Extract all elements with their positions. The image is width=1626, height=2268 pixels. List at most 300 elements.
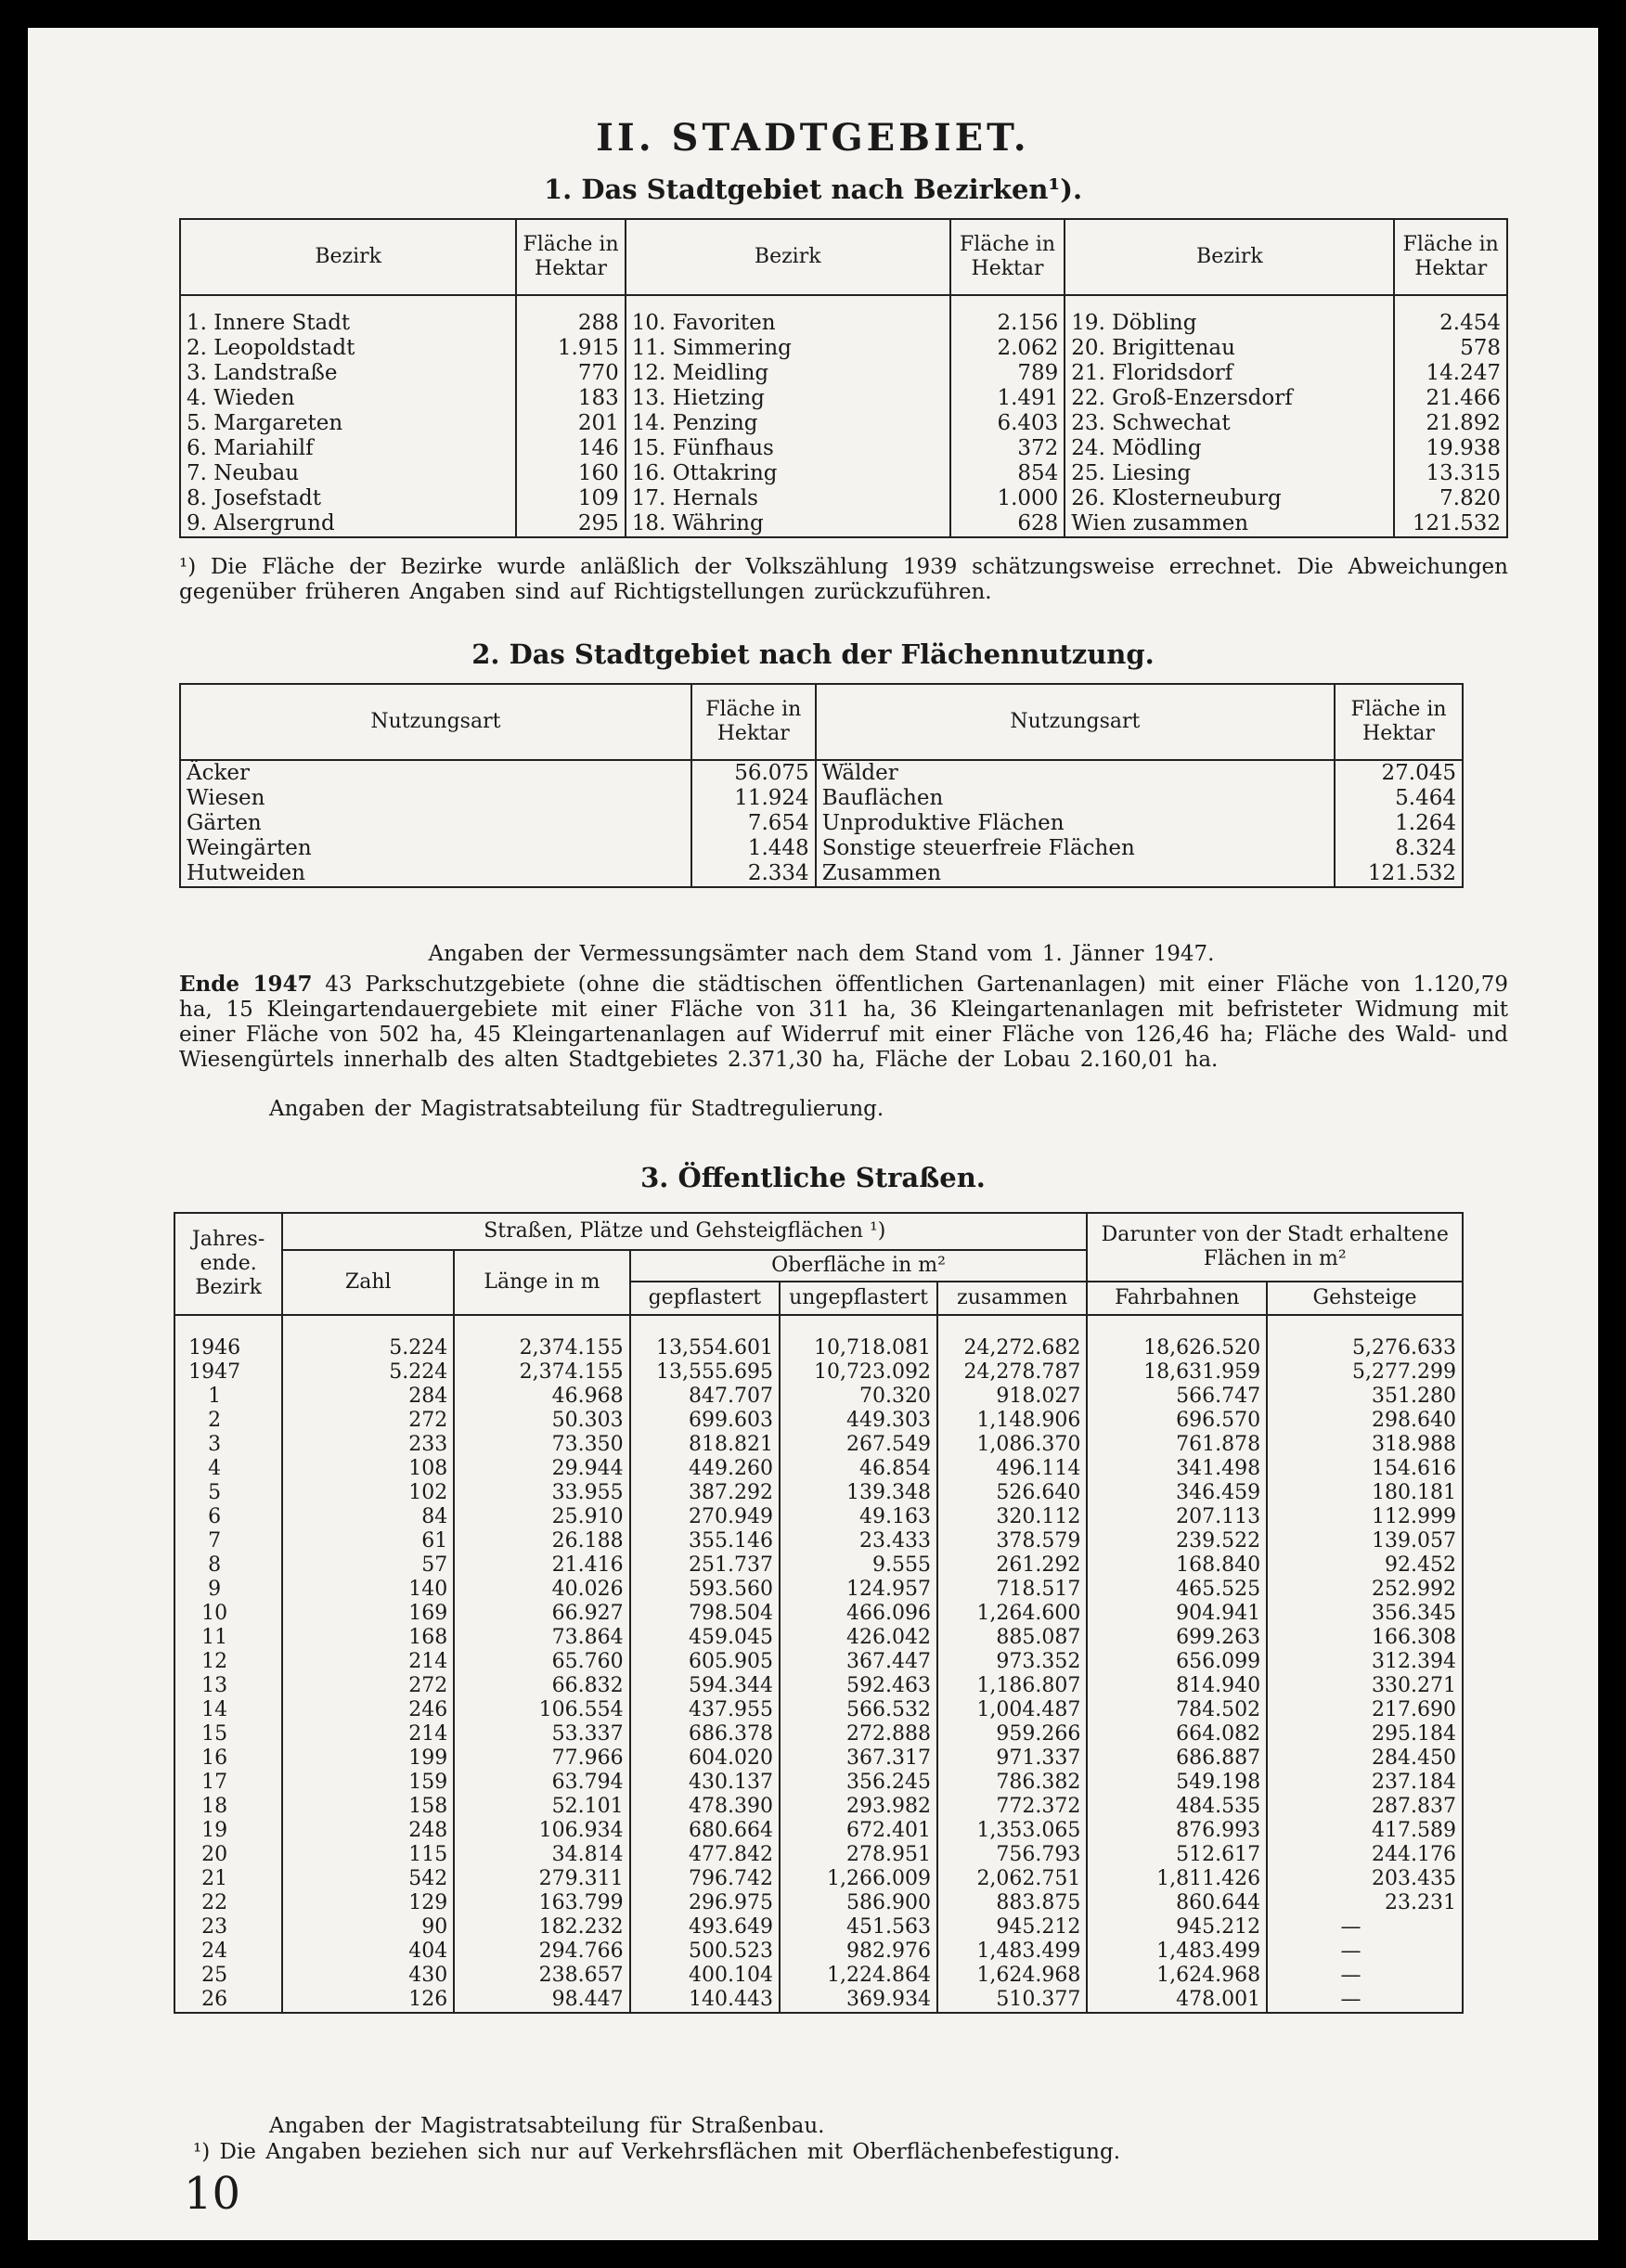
district-name: 3. Landstraße	[180, 361, 516, 386]
cell-gehsteige: 180.181	[1372, 1481, 1456, 1504]
cell-fahrbahnen: 860.644	[1087, 1891, 1267, 1915]
district-area: 770	[516, 361, 625, 386]
cell-zusammen: 1,086.370	[937, 1433, 1087, 1457]
land-use-area: 8.324	[1395, 836, 1456, 860]
cell-ungepflastert: 124.957	[780, 1578, 937, 1602]
cell-gehsteige: 5,276.633	[1352, 1336, 1456, 1360]
cell-zusammen: 786.382	[937, 1771, 1087, 1795]
table-row	[180, 295, 1507, 336]
cell-laenge: 182.232	[454, 1915, 629, 1939]
cell-fahrbahnen: 1,483.499	[1087, 1939, 1267, 1964]
cell-ungepflastert: 1,224.864	[780, 1964, 937, 1988]
cell-zahl: 168	[282, 1626, 454, 1650]
cell-fahrbahnen: 512.617	[1087, 1843, 1267, 1867]
section-3-title: 3. Öffentliche Straßen.	[640, 1162, 986, 1193]
district-name: 10. Favoriten	[626, 295, 950, 336]
cell-zahl: 246	[282, 1698, 454, 1722]
cell-gepflastert: 430.137	[630, 1771, 780, 1795]
cell-fahrbahnen: 945.212	[1087, 1915, 1267, 1939]
public-streets-table	[174, 1212, 1464, 2014]
cell-zusammen: 496.114	[937, 1457, 1087, 1481]
cell-gepflastert: 818.821	[630, 1433, 780, 1457]
cell-zahl: 233	[282, 1433, 454, 1457]
cell-gehsteige: 287.837	[1372, 1795, 1456, 1818]
section-1-title: 1. Das Stadtgebiet nach Bezirken¹).	[543, 174, 1083, 205]
cell-ungepflastert: 293.982	[780, 1795, 937, 1819]
cell-gepflastert: 251.737	[630, 1553, 780, 1578]
district-area: 21.466	[1426, 386, 1501, 410]
table-row	[174, 1891, 1463, 1915]
cell-ungepflastert: 9.555	[780, 1553, 937, 1578]
source-strassenbau: Angaben der Magistratsabteilung für Straßenbau.	[269, 2114, 825, 2138]
cell-year: 21	[174, 1867, 282, 1891]
district-area: 14.247	[1426, 361, 1501, 385]
land-use-table	[179, 683, 1464, 888]
table-row	[174, 1315, 1463, 1360]
cell-ungepflastert: 566.532	[780, 1698, 937, 1722]
cell-gepflastert: 699.603	[630, 1409, 780, 1433]
cell-zusammen: 1,004.487	[937, 1698, 1087, 1722]
cell-year: 15	[174, 1722, 282, 1746]
cell-year: 14	[174, 1698, 282, 1722]
cell-fahrbahnen: 566.747	[1087, 1385, 1267, 1409]
district-area: 288	[516, 295, 625, 336]
cell-zusammen: 1,353.065	[937, 1819, 1087, 1843]
cell-year: 1947	[174, 1360, 282, 1385]
cell-year: 22	[174, 1891, 282, 1915]
table-row	[174, 1650, 1463, 1674]
cell-gepflastert: 847.707	[630, 1385, 780, 1409]
cell-fahrbahnen: 696.570	[1087, 1409, 1267, 1433]
district-area: 19.938	[1426, 436, 1501, 460]
cell-zahl: 214	[282, 1722, 454, 1746]
cell-gehsteige: 284.450	[1372, 1746, 1456, 1770]
cell-laenge: 29.944	[454, 1457, 629, 1481]
cell-ungepflastert: 672.401	[780, 1819, 937, 1843]
table-row	[174, 1602, 1463, 1626]
table-row	[174, 1674, 1463, 1698]
cell-ungepflastert: 23.433	[780, 1529, 937, 1553]
cell-laenge: 106.934	[454, 1819, 629, 1843]
col-header-bezirk: Bezirk	[180, 219, 516, 295]
cell-gehsteige: 139.057	[1372, 1529, 1456, 1553]
cell-zusammen: 1,624.968	[937, 1964, 1087, 1988]
district-name: 9. Alsergrund	[180, 511, 516, 537]
district-area: 1.915	[516, 336, 625, 361]
cell-zahl: 84	[282, 1505, 454, 1529]
cell-zahl: 272	[282, 1409, 454, 1433]
cell-zusammen: 756.793	[937, 1843, 1087, 1867]
cell-zusammen: 526.640	[937, 1481, 1087, 1505]
cell-gepflastert: 604.020	[630, 1746, 780, 1771]
land-use-name: Hutweiden	[180, 861, 691, 887]
table-row	[180, 811, 1463, 836]
land-use-name: Zusammen	[816, 861, 1335, 887]
cell-year: 6	[174, 1505, 282, 1529]
col-header-zusammen: zusammen	[937, 1282, 1087, 1315]
district-name: Wien zusammen	[1065, 511, 1394, 537]
table-row	[180, 436, 1507, 461]
cell-year: 12	[174, 1650, 282, 1674]
district-name: 24. Mödling	[1065, 436, 1394, 461]
col-header-laenge: Länge in m	[454, 1250, 629, 1315]
cell-gepflastert: 593.560	[630, 1578, 780, 1602]
table-row	[174, 1722, 1463, 1746]
table-row	[174, 1385, 1463, 1409]
green-areas-note	[179, 972, 1508, 1073]
col-header-flaeche: Fläche in Hektar	[516, 219, 625, 295]
district-area: 2.454	[1439, 311, 1501, 335]
cell-laenge: 106.554	[454, 1698, 629, 1722]
cell-ungepflastert: 367.317	[780, 1746, 937, 1771]
col-header-flaeche: Fläche in Hektar	[1335, 684, 1463, 760]
district-area: 578	[1460, 336, 1501, 360]
cell-ungepflastert: 592.463	[780, 1674, 937, 1698]
cell-zahl: 129	[282, 1891, 454, 1915]
cell-year: 4	[174, 1457, 282, 1481]
cell-ungepflastert: 982.976	[780, 1939, 937, 1964]
cell-ungepflastert: 267.549	[780, 1433, 937, 1457]
col-header-flaeche: Fläche in Hektar	[950, 219, 1065, 295]
source-stadtregulierung: Angaben der Magistratsabteilung für Stadtregulierung.	[269, 1097, 884, 1121]
cell-year: 18	[174, 1795, 282, 1819]
cell-zahl: 115	[282, 1843, 454, 1867]
cell-gepflastert: 270.949	[630, 1505, 780, 1529]
cell-year: 9	[174, 1578, 282, 1602]
district-area: 109	[516, 486, 625, 511]
cell-gepflastert: 296.975	[630, 1891, 780, 1915]
cell-zusammen: 883.875	[937, 1891, 1087, 1915]
cell-ungepflastert: 451.563	[780, 1915, 937, 1939]
cell-gehsteige: 356.345	[1372, 1602, 1456, 1625]
land-use-area: 5.464	[1395, 786, 1456, 810]
cell-zusammen: 378.579	[937, 1529, 1087, 1553]
district-area: 160	[516, 461, 625, 486]
cell-gepflastert: 13,555.695	[630, 1360, 780, 1385]
land-use-area: 121.532	[1367, 861, 1456, 885]
table-row	[174, 1795, 1463, 1819]
cell-gepflastert: 449.260	[630, 1457, 780, 1481]
cell-zahl: 90	[282, 1915, 454, 1939]
cell-year: 8	[174, 1553, 282, 1578]
cell-gehsteige: 312.394	[1372, 1650, 1456, 1673]
district-name: 5. Margareten	[180, 411, 516, 436]
cell-laenge: 73.864	[454, 1626, 629, 1650]
table-row	[180, 786, 1463, 811]
cell-zusammen: 2,062.751	[937, 1867, 1087, 1891]
district-name: 2. Leopoldstadt	[180, 336, 516, 361]
district-name: 22. Groß-Enzersdorf	[1065, 386, 1394, 411]
cell-laenge: 2,374.155	[454, 1315, 629, 1360]
cell-gepflastert: 796.742	[630, 1867, 780, 1891]
cell-gepflastert: 798.504	[630, 1602, 780, 1626]
cell-gehsteige: 252.992	[1372, 1578, 1456, 1601]
cell-laenge: 238.657	[454, 1964, 629, 1988]
district-name: 12. Meidling	[626, 361, 950, 386]
cell-zusammen: 959.266	[937, 1722, 1087, 1746]
cell-zusammen: 1,148.906	[937, 1409, 1087, 1433]
cell-year: 10	[174, 1602, 282, 1626]
table-row	[180, 361, 1507, 386]
document-page	[28, 28, 1598, 2240]
district-name: 25. Liesing	[1065, 461, 1394, 486]
table-row	[174, 1915, 1463, 1939]
cell-gepflastert: 387.292	[630, 1481, 780, 1505]
cell-gepflastert: 13,554.601	[630, 1315, 780, 1360]
land-use-name: Weingärten	[180, 836, 691, 861]
cell-gepflastert: 605.905	[630, 1650, 780, 1674]
table-row	[174, 1360, 1463, 1385]
table-row	[180, 836, 1463, 861]
note-text: 43 Parkschutzgebiete (ohne die städtischen öffentlichen Gartenanlagen) mit einer Fläche von 1.120,79 ha, 15 Kleingartendauergebiete mit einer Fläche von 311 ha, 36 Kleingartenanlagen mit befristeter Widmung mit einer Fläche von 502 ha, 45 Kleingartenanlagen auf Widerruf mit einer Fläche von 126,46 ha; Fläche des Wald- und Wiesengürtels innerhalb des alten Stadtgebietes 2.371,30 ha, Fläche der Lobau 2.160,01 ha.	[179, 973, 1509, 1072]
district-name: 21. Floridsdorf	[1065, 361, 1394, 386]
district-area: 2.062	[950, 336, 1065, 361]
district-name: 15. Fünfhaus	[626, 436, 950, 461]
cell-year: 19	[174, 1819, 282, 1843]
table-row	[174, 1746, 1463, 1771]
cell-zahl: 404	[282, 1939, 454, 1964]
cell-fahrbahnen: 664.082	[1087, 1722, 1267, 1746]
district-name: 19. Döbling	[1065, 295, 1394, 336]
cell-fahrbahnen: 18,631.959	[1087, 1360, 1267, 1385]
table-row	[180, 461, 1507, 486]
land-use-area: 11.924	[691, 786, 816, 811]
cell-gepflastert: 500.523	[630, 1939, 780, 1964]
cell-gehsteige: 298.640	[1372, 1409, 1456, 1432]
cell-gepflastert: 400.104	[630, 1964, 780, 1988]
cell-laenge: 279.311	[454, 1867, 629, 1891]
cell-gehsteige: 5,277.299	[1352, 1360, 1456, 1384]
cell-year: 2	[174, 1409, 282, 1433]
land-use-name: Bauflächen	[816, 786, 1335, 811]
district-name: 14. Penzing	[626, 411, 950, 436]
land-use-name: Wälder	[816, 760, 1335, 786]
col-header-bezirk: Bezirk	[1065, 219, 1394, 295]
col-header-bezirk: Bezirk	[626, 219, 950, 295]
section-3-footnote: ¹) Die Angaben beziehen sich nur auf Verkehrsflächen mit Oberflächenbefestigung.	[193, 2140, 1121, 2164]
cell-laenge: 53.337	[454, 1722, 629, 1746]
cell-ungepflastert: 139.348	[780, 1481, 937, 1505]
cell-zusammen: 1,483.499	[937, 1939, 1087, 1964]
section-1-footnote: ¹) Die Fläche der Bezirke wurde anläßlich der Volkszählung 1939 schätzungsweise errechnet. Die Abweichungen gegenüber früheren Angaben sind auf Richtigstellungen zurückzuführen.	[179, 555, 1508, 604]
cell-zahl: 5.224	[282, 1360, 454, 1385]
cell-ungepflastert: 449.303	[780, 1409, 937, 1433]
table-row	[180, 386, 1507, 411]
cell-fahrbahnen: 465.525	[1087, 1578, 1267, 1602]
district-name: 17. Hernals	[626, 486, 950, 511]
cell-laenge: 63.794	[454, 1771, 629, 1795]
cell-gehsteige: 295.184	[1372, 1722, 1456, 1746]
cell-zusammen: 24,278.787	[937, 1360, 1087, 1385]
cell-zusammen: 945.212	[937, 1915, 1087, 1939]
land-use-area: 2.334	[691, 861, 816, 887]
cell-year: 17	[174, 1771, 282, 1795]
land-use-area: 56.075	[691, 760, 816, 786]
land-use-area: 27.045	[1381, 761, 1456, 785]
district-area: 7.820	[1439, 486, 1501, 510]
cell-ungepflastert: 10,723.092	[780, 1360, 937, 1385]
district-area: 201	[516, 411, 625, 436]
cell-gehsteige: 330.271	[1372, 1674, 1456, 1697]
cell-ungepflastert: 466.096	[780, 1602, 937, 1626]
cell-zusammen: 1,186.807	[937, 1674, 1087, 1698]
cell-ungepflastert: 272.888	[780, 1722, 937, 1746]
cell-zahl: 248	[282, 1819, 454, 1843]
table-row	[174, 1843, 1463, 1867]
table-row	[174, 1771, 1463, 1795]
cell-gehsteige: 318.988	[1372, 1433, 1456, 1456]
cell-year: 16	[174, 1746, 282, 1771]
col-header-year: Jahres-ende. Bezirk	[174, 1213, 282, 1315]
cell-zahl: 5.224	[282, 1315, 454, 1360]
cell-ungepflastert: 356.245	[780, 1771, 937, 1795]
col-header-group-maintained: Darunter von der Stadt erhaltene Flächen in m²	[1087, 1213, 1463, 1282]
table-row	[174, 1481, 1463, 1505]
cell-zusammen: 718.517	[937, 1578, 1087, 1602]
cell-gehsteige: —	[1340, 1964, 1361, 1987]
table-row	[174, 1867, 1463, 1891]
table-row	[174, 1819, 1463, 1843]
land-use-area: 7.654	[691, 811, 816, 836]
cell-fahrbahnen: 876.993	[1087, 1819, 1267, 1843]
cell-laenge: 65.760	[454, 1650, 629, 1674]
cell-zahl: 61	[282, 1529, 454, 1553]
cell-zahl: 158	[282, 1795, 454, 1819]
cell-laenge: 50.303	[454, 1409, 629, 1433]
cell-fahrbahnen: 484.535	[1087, 1795, 1267, 1819]
cell-gepflastert: 459.045	[630, 1626, 780, 1650]
table-row	[180, 411, 1507, 436]
cell-year: 5	[174, 1481, 282, 1505]
district-name: 7. Neubau	[180, 461, 516, 486]
cell-gepflastert: 478.390	[630, 1795, 780, 1819]
district-area: 295	[516, 511, 625, 537]
col-header-flaeche: Fläche in Hektar	[1394, 219, 1507, 295]
col-header-nutzungsart: Nutzungsart	[816, 684, 1335, 760]
district-name: 18. Währing	[626, 511, 950, 537]
cell-gepflastert: 493.649	[630, 1915, 780, 1939]
cell-gehsteige: 244.176	[1372, 1843, 1456, 1866]
cell-fahrbahnen: 18,626.520	[1087, 1315, 1267, 1360]
cell-ungepflastert: 278.951	[780, 1843, 937, 1867]
cell-gehsteige: 217.690	[1372, 1698, 1456, 1721]
cell-fahrbahnen: 239.522	[1087, 1529, 1267, 1553]
land-use-name: Gärten	[180, 811, 691, 836]
cell-fahrbahnen: 168.840	[1087, 1553, 1267, 1578]
cell-laenge: 2,374.155	[454, 1360, 629, 1385]
cell-zahl: 430	[282, 1964, 454, 1988]
cell-year: 11	[174, 1626, 282, 1650]
cell-fahrbahnen: 1,624.968	[1087, 1964, 1267, 1988]
district-name: 1. Innere Stadt	[180, 295, 516, 336]
cell-zahl: 140	[282, 1578, 454, 1602]
cell-zusammen: 772.372	[937, 1795, 1087, 1819]
cell-laenge: 66.927	[454, 1602, 629, 1626]
note-lead: Ende 1947	[179, 972, 313, 997]
cell-gepflastert: 477.842	[630, 1843, 780, 1867]
district-area: 6.403	[950, 411, 1065, 436]
table-row	[174, 1409, 1463, 1433]
col-header-flaeche: Fläche in Hektar	[691, 684, 816, 760]
col-header-gehsteige: Gehsteige	[1267, 1282, 1463, 1315]
table-row	[174, 1988, 1463, 2013]
cell-zusammen: 973.352	[937, 1650, 1087, 1674]
district-area: 2.156	[950, 295, 1065, 336]
cell-ungepflastert: 46.854	[780, 1457, 937, 1481]
district-area: 372	[950, 436, 1065, 461]
cell-ungepflastert: 10,718.081	[780, 1315, 937, 1360]
section-2-title: 2. Das Stadtgebiet nach der Flächennutzung.	[471, 638, 1155, 670]
cell-fahrbahnen: 686.887	[1087, 1746, 1267, 1771]
cell-zusammen: 885.087	[937, 1626, 1087, 1650]
cell-laenge: 26.188	[454, 1529, 629, 1553]
cell-year: 20	[174, 1843, 282, 1867]
cell-zahl: 126	[282, 1988, 454, 2013]
cell-laenge: 33.955	[454, 1481, 629, 1505]
table-row	[180, 760, 1463, 786]
district-name: 20. Brigittenau	[1065, 336, 1394, 361]
district-name: 11. Simmering	[626, 336, 950, 361]
cell-fahrbahnen: 346.459	[1087, 1481, 1267, 1505]
cell-laenge: 46.968	[454, 1385, 629, 1409]
cell-gehsteige: —	[1340, 1915, 1361, 1939]
district-name: 6. Mariahilf	[180, 436, 516, 461]
district-area: 1.000	[950, 486, 1065, 511]
district-area: 21.892	[1426, 411, 1501, 435]
table-row	[180, 861, 1463, 887]
cell-year: 23	[174, 1915, 282, 1939]
cell-zusammen: 971.337	[937, 1746, 1087, 1771]
district-area: 146	[516, 436, 625, 461]
cell-zusammen: 24,272.682	[937, 1315, 1087, 1360]
cell-laenge: 77.966	[454, 1746, 629, 1771]
cell-fahrbahnen: 656.099	[1087, 1650, 1267, 1674]
cell-ungepflastert: 70.320	[780, 1385, 937, 1409]
table-row	[174, 1529, 1463, 1553]
table-row	[174, 1964, 1463, 1988]
land-use-name: Sonstige steuerfreie Flächen	[816, 836, 1335, 861]
cell-ungepflastert: 586.900	[780, 1891, 937, 1915]
cell-ungepflastert: 1,266.009	[780, 1867, 937, 1891]
land-use-name: Wiesen	[180, 786, 691, 811]
cell-laenge: 163.799	[454, 1891, 629, 1915]
district-area: 854	[950, 461, 1065, 486]
cell-gehsteige: 92.452	[1385, 1553, 1456, 1577]
district-area: 628	[950, 511, 1065, 537]
cell-gehsteige: —	[1340, 1988, 1361, 2011]
cell-zusammen: 918.027	[937, 1385, 1087, 1409]
cell-gehsteige: 237.184	[1372, 1771, 1456, 1794]
district-name: 23. Schwechat	[1065, 411, 1394, 436]
cell-fahrbahnen: 699.263	[1087, 1626, 1267, 1650]
districts-area-table	[179, 218, 1508, 538]
cell-gepflastert: 355.146	[630, 1529, 780, 1553]
cell-zahl: 169	[282, 1602, 454, 1626]
cell-zahl: 272	[282, 1674, 454, 1698]
cell-zahl: 57	[282, 1553, 454, 1578]
cell-zahl: 159	[282, 1771, 454, 1795]
land-use-name: Äcker	[180, 760, 691, 786]
cell-year: 1	[174, 1385, 282, 1409]
cell-ungepflastert: 369.934	[780, 1988, 937, 2013]
col-header-zahl: Zahl	[282, 1250, 454, 1315]
district-area: 789	[950, 361, 1065, 386]
cell-ungepflastert: 49.163	[780, 1505, 937, 1529]
land-use-area: 1.264	[1395, 811, 1456, 835]
cell-gehsteige: 203.435	[1372, 1867, 1456, 1890]
district-name: 8. Josefstadt	[180, 486, 516, 511]
table-row	[174, 1578, 1463, 1602]
